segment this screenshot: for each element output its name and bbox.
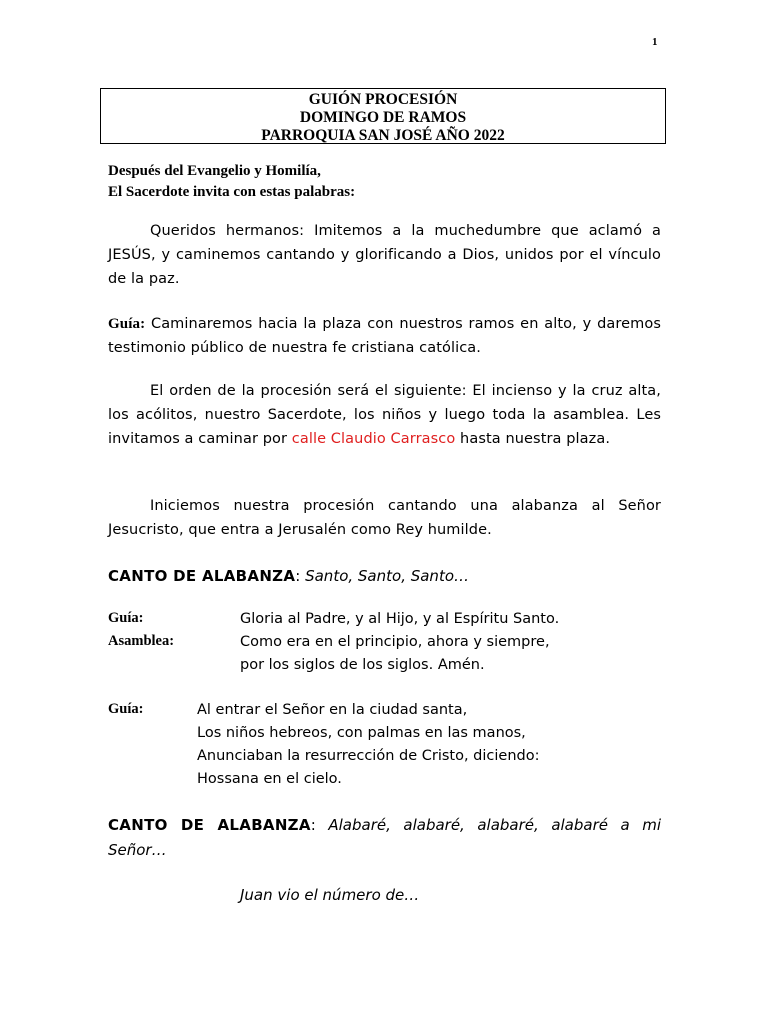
dialog2-guia-label: Guía: [108,701,144,717]
dialog-asamblea-line-2: por los siglos de los siglos. Amén. [240,657,485,673]
dialog2-line-4: Hossana en el cielo. [197,771,342,787]
title-line-3: PARROQUIA SAN JOSÉ AÑO 2022 [261,127,505,144]
canto2-song: Alabaré, alabaré, alabaré, alabaré a mi Señor… [108,816,661,859]
canto2-separator: : [310,816,329,834]
paragraph-start [108,494,661,542]
paragraph-guia [108,312,661,360]
canto-juan [240,883,419,908]
canto3-song: Juan vio el número de… [240,886,420,904]
intro-line-2: El Sacerdote invita con estas palabras: [108,184,356,200]
order-text-before: El orden de la procesión será el siguiente: El incienso y la cruz alta, los acólitos, nuestro Sacerdote, los niños y luego toda la asamblea. Les invitamos a caminar por [108,383,661,447]
canto-song: Santo, Santo, Santo… [305,567,470,585]
invitation-text: Queridos hermanos: Imitemos a la muchedumbre que aclamó a JESÚS, y caminemos cantando y glorificando a Dios, unidos por el vínculo de la paz. [108,223,661,287]
paragraph-procession-order [108,379,661,451]
canto-separator: : [295,567,306,585]
dialog-guia-text: Gloria al Padre, y al Hijo, y al Espíritu Santo. [240,611,560,627]
intro-line-1: Después del Evangelio y Homilía, [108,163,321,179]
dialog-asamblea-label: Asamblea: [108,633,175,649]
canto2-label: CANTO DE ALABANZA [108,816,311,834]
intro-text [108,161,355,203]
dialog2-line-1: Al entrar el Señor en la ciudad santa, [197,702,468,718]
title-line-2: DOMINGO DE RAMOS [299,109,467,126]
street-name: calle Claudio Carrasco [291,431,456,447]
dialog2-line-2: Los niños hebreos, con palmas en las manos, [197,725,526,741]
canto-santo [108,564,661,589]
paragraph-invitation [108,219,661,291]
dialog-guia-label: Guía: [108,610,144,626]
dialog-asamblea-line-1: Como era en el principio, ahora y siempre, [240,634,550,650]
dialog2-line-3: Anunciaban la resurrección de Cristo, diciendo: [197,748,540,764]
title-box [100,88,666,144]
guia-label: Guía: [108,316,146,332]
start-text: Iniciemos nuestra procesión cantando una alabanza al Señor Jesucristo, que entra a Jerusalén como Rey humilde. [108,498,661,538]
guia-text: Caminaremos hacia la plaza con nuestros ramos en alto, y daremos testimonio público de nuestra fe cristiana católica. [108,316,661,356]
title-line-1: GUIÓN PROCESIÓN [308,91,458,108]
page-number: 1 [652,36,658,48]
canto-label: CANTO DE ALABANZA [108,567,296,585]
canto-alabare [108,813,661,863]
order-text-after: hasta nuestra plaza. [455,431,611,447]
